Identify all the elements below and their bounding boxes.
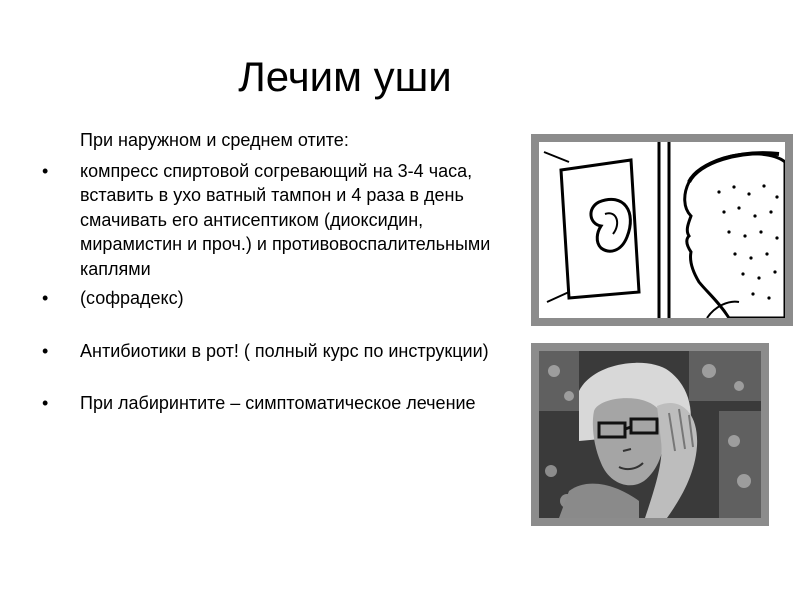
list-item xyxy=(30,339,510,364)
bullet-list xyxy=(30,159,510,416)
list-item-text: Антибиотики в рот! ( полный курс по инструкции) xyxy=(80,340,489,361)
list-item-text: компресс спиртовой согревающий на 3-4 часа, вставить в ухо ватный тампон и 4 раза в день смачивать его антисептиком (диоксидин, мирамистин и проч.) и противовоспалительными каплями xyxy=(80,160,491,279)
list-item-text: (софрадекс) xyxy=(80,288,184,308)
list-item xyxy=(30,391,510,416)
list-item-text: При лабиринтите – симптоматическое лечение xyxy=(80,393,476,413)
man-holding-ear-photo xyxy=(531,343,769,526)
man-holding-ear-photo-icon xyxy=(539,351,761,518)
ear-compress-illustration-icon xyxy=(539,142,785,318)
bullet-icon: • xyxy=(42,393,49,413)
bullet-icon: • xyxy=(42,288,49,308)
bullet-icon: • xyxy=(42,160,49,181)
ear-compress-illustration xyxy=(531,134,793,326)
slide-body xyxy=(30,128,510,416)
slide-title: Лечим уши xyxy=(238,53,452,100)
list-item xyxy=(30,286,510,311)
list-item xyxy=(30,159,510,282)
intro-text: При наружном и среднем отите: xyxy=(80,130,349,150)
bullet-icon: • xyxy=(42,340,49,361)
